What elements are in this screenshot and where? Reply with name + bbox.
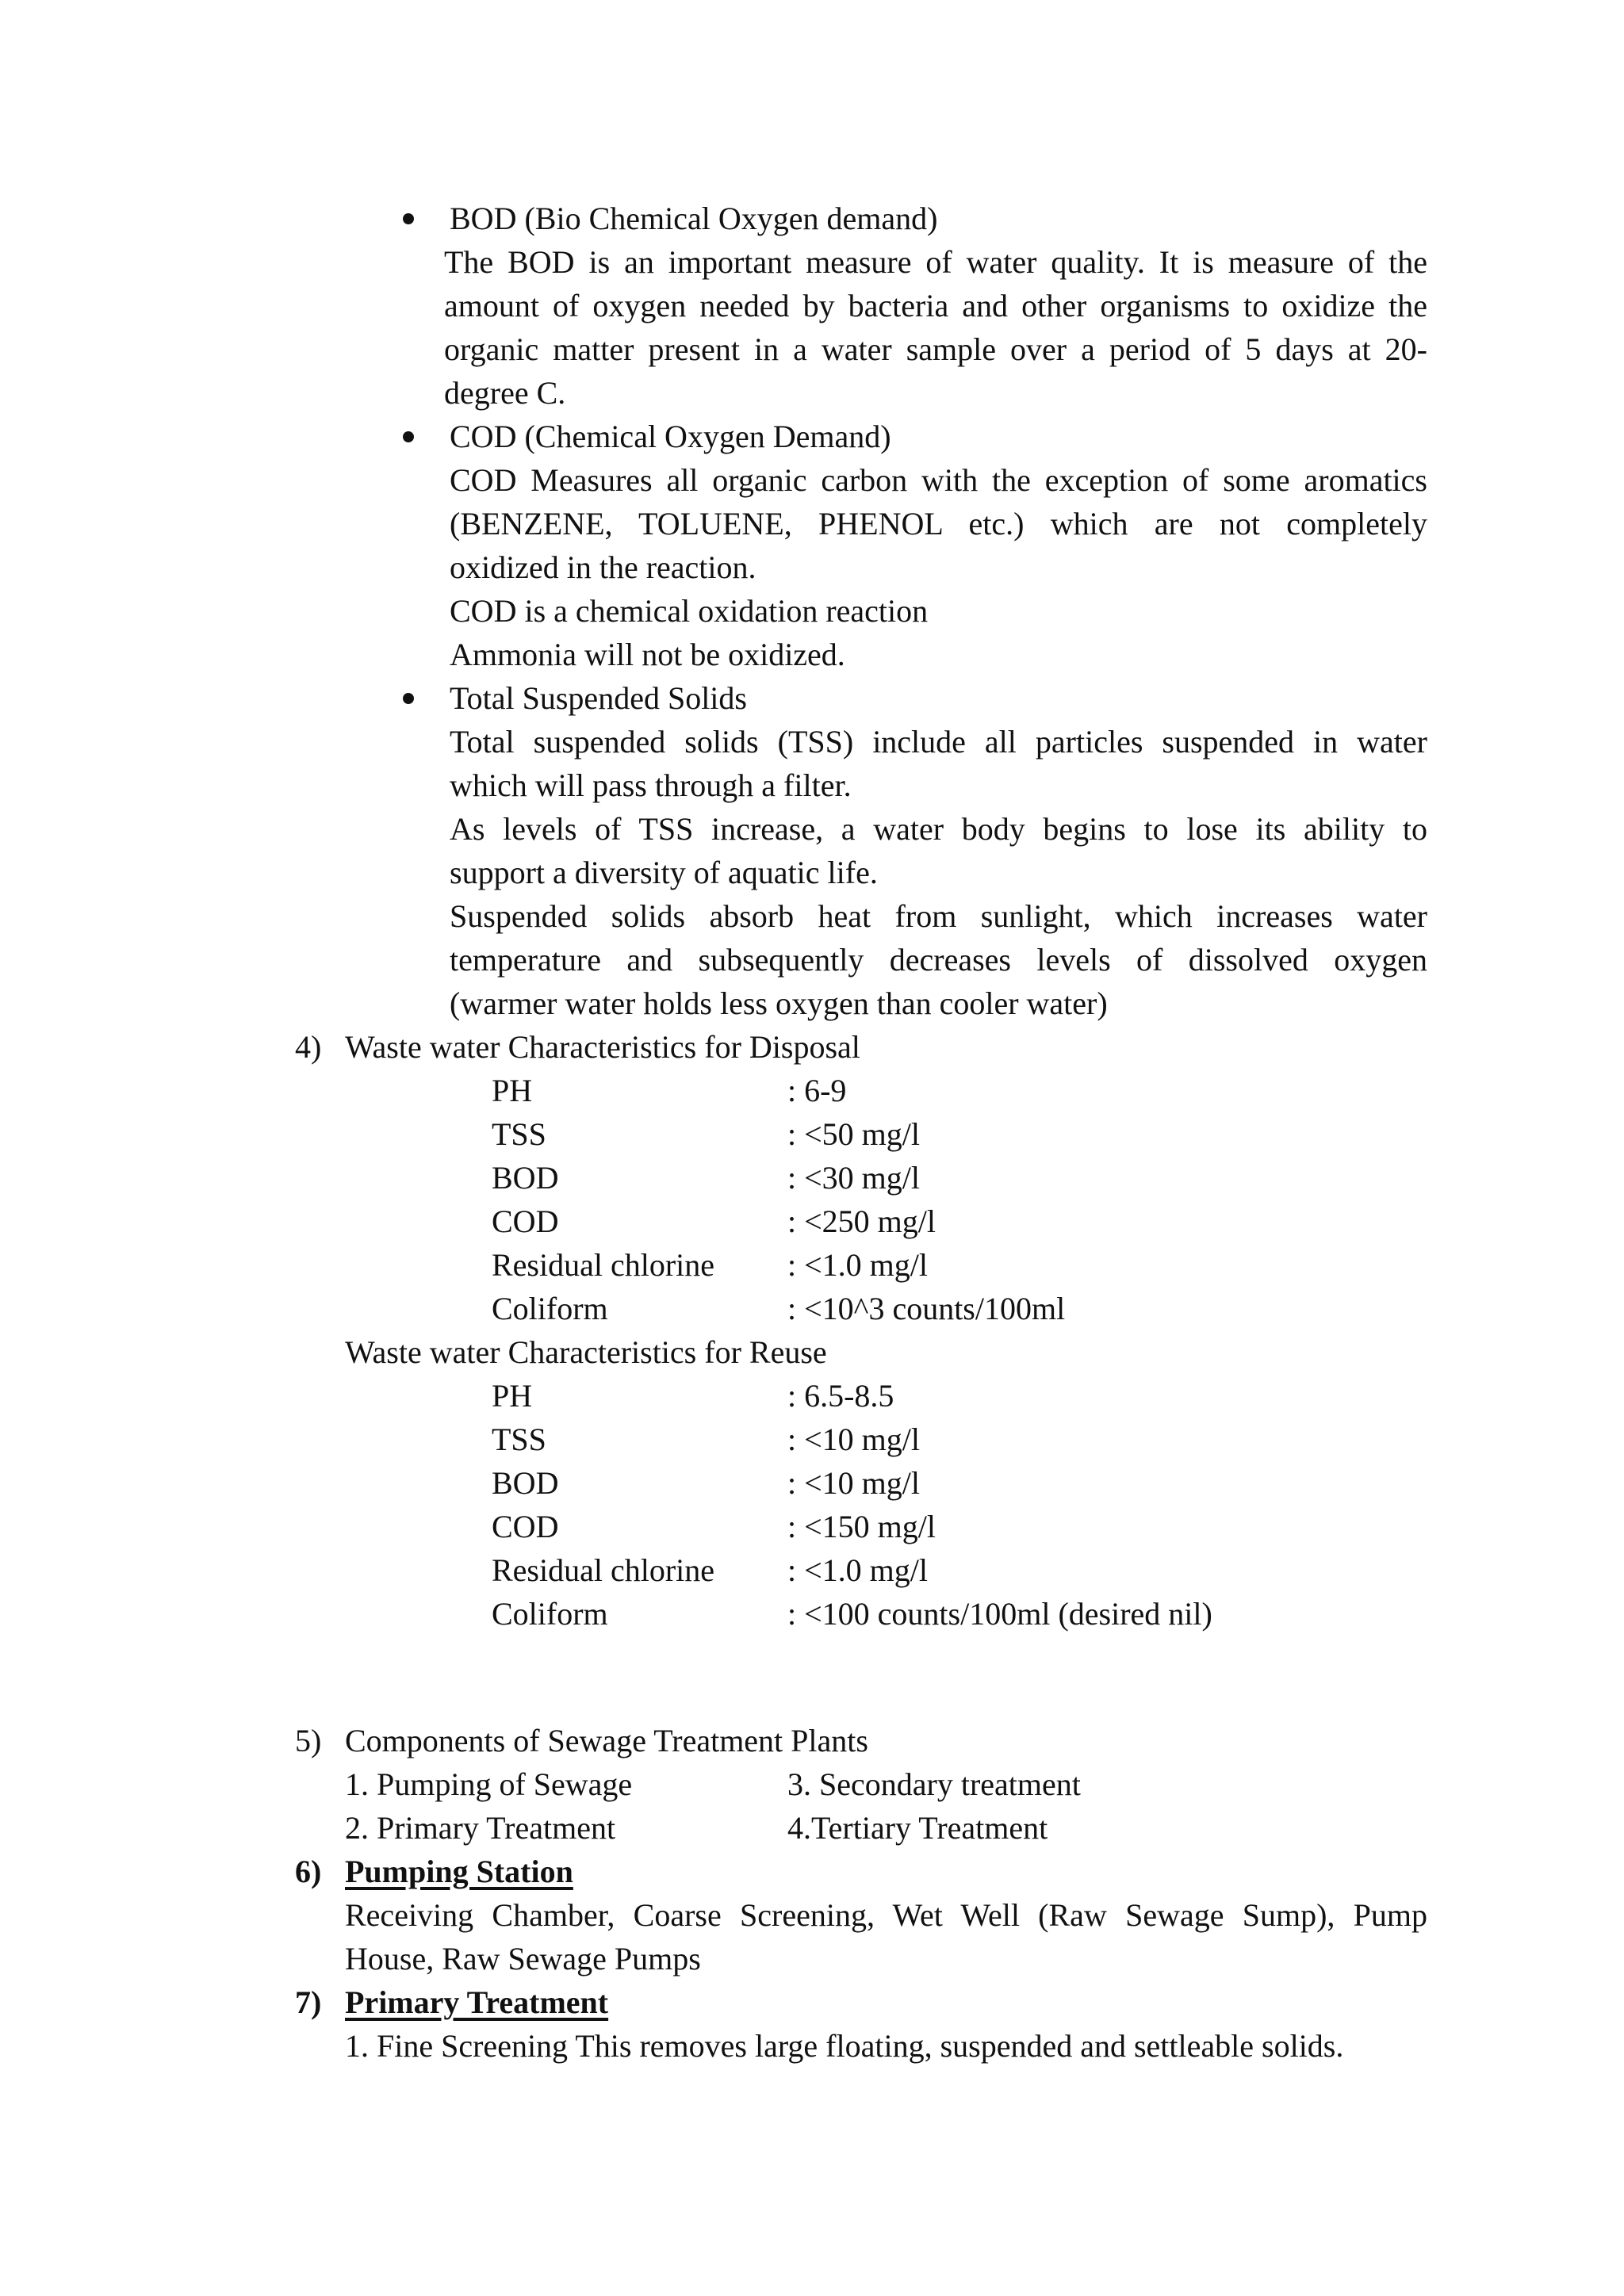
reuse-title: Waste water Characteristics for Reuse	[345, 1334, 827, 1370]
tss-paragraph-line: support a diversity of aquatic life.	[450, 855, 878, 890]
param-value: : <150 mg/l	[787, 1509, 936, 1544]
section-number: 6)	[295, 1854, 322, 1889]
cod-paragraph-line: COD is a chemical oxidation reaction	[450, 593, 929, 629]
param-label: PH	[492, 1073, 533, 1108]
bullet-heading-bod: BOD (Bio Chemical Oxygen demand)	[450, 201, 938, 236]
component-item: 3. Secondary treatment	[787, 1766, 1081, 1802]
tss-paragraph-line: (warmer water holds less oxygen than cooler water)	[450, 985, 1108, 1021]
tss-paragraph-line: Total suspended solids (TSS) include all particles suspended in water	[450, 724, 1427, 760]
section-title: Components of Sewage Treatment Plants	[345, 1723, 868, 1758]
param-value: : <10^3 counts/100ml	[787, 1291, 1066, 1326]
param-label: BOD	[492, 1160, 559, 1196]
section-number: 5)	[295, 1723, 322, 1758]
param-value: : 6.5-8.5	[787, 1378, 894, 1414]
param-value: : 6-9	[787, 1073, 847, 1108]
component-item: 1. Pumping of Sewage	[345, 1766, 633, 1802]
section-body-line: Receiving Chamber, Coarse Screening, Wet Well (Raw Sewage Sump), Pump	[345, 1897, 1427, 1933]
param-label: PH	[492, 1378, 533, 1414]
section-number: 4)	[295, 1029, 322, 1065]
cod-paragraph-line: Ammonia will not be oxidized.	[450, 637, 845, 672]
param-label: TSS	[492, 1422, 546, 1457]
tss-paragraph-line: Suspended solids absorb heat from sunlight, which increases water	[450, 898, 1427, 934]
param-label: COD	[492, 1509, 559, 1544]
param-label: BOD	[492, 1465, 559, 1501]
param-label: Residual chlorine	[492, 1247, 715, 1283]
param-label: COD	[492, 1203, 559, 1239]
bullet-heading-cod: COD (Chemical Oxygen Demand)	[450, 419, 891, 454]
param-value: : <1.0 mg/l	[787, 1247, 929, 1283]
param-value: : <10 mg/l	[787, 1465, 921, 1501]
param-value: : <1.0 mg/l	[787, 1552, 929, 1588]
tss-paragraph-line: temperature and subsequently decreases levels of dissolved oxygen	[450, 942, 1427, 978]
cod-paragraph-line: oxidized in the reaction.	[450, 549, 756, 585]
section-body-line: 1. Fine Screening This removes large floating, suspended and settleable solids.	[345, 2028, 1344, 2064]
bullet-heading-tss: Total Suspended Solids	[450, 680, 747, 716]
section-number: 7)	[295, 1984, 322, 2020]
param-value: : <250 mg/l	[787, 1203, 936, 1239]
bod-paragraph-line: amount of oxygen needed by bacteria and other organisms to oxidize the	[444, 288, 1427, 323]
section-body-line: House, Raw Sewage Pumps	[345, 1941, 701, 1976]
param-value: : <50 mg/l	[787, 1116, 921, 1152]
param-value: : <100 counts/100ml (desired nil)	[787, 1596, 1212, 1632]
param-label: Coliform	[492, 1596, 608, 1632]
bullet-icon	[403, 431, 414, 442]
param-label: TSS	[492, 1116, 546, 1152]
component-item: 4.Tertiary Treatment	[787, 1810, 1048, 1846]
disposal-title: Waste water Characteristics for Disposal	[345, 1029, 860, 1065]
section-heading: Pumping Station	[345, 1854, 573, 1889]
param-value: : <30 mg/l	[787, 1160, 921, 1196]
bod-paragraph-line: The BOD is an important measure of water quality. It is measure of the	[444, 244, 1427, 280]
param-value: : <10 mg/l	[787, 1422, 921, 1457]
section-heading: Primary Treatment	[345, 1984, 609, 2020]
param-label: Coliform	[492, 1291, 608, 1326]
component-item: 2. Primary Treatment	[345, 1810, 616, 1846]
cod-paragraph-line: COD Measures all organic carbon with the exception of some aromatics	[450, 462, 1427, 498]
bullet-icon	[403, 213, 414, 224]
cod-paragraph-line: (BENZENE, TOLUENE, PHENOL etc.) which are not completely	[450, 506, 1427, 541]
bullet-icon	[403, 693, 414, 704]
bod-paragraph-line: degree C.	[444, 375, 566, 411]
param-label: Residual chlorine	[492, 1552, 715, 1588]
tss-paragraph-line: which will pass through a filter.	[450, 767, 852, 803]
tss-paragraph-line: As levels of TSS increase, a water body begins to lose its ability to	[450, 811, 1427, 847]
bod-paragraph-line: organic matter present in a water sample over a period of 5 days at 20-	[444, 331, 1427, 367]
